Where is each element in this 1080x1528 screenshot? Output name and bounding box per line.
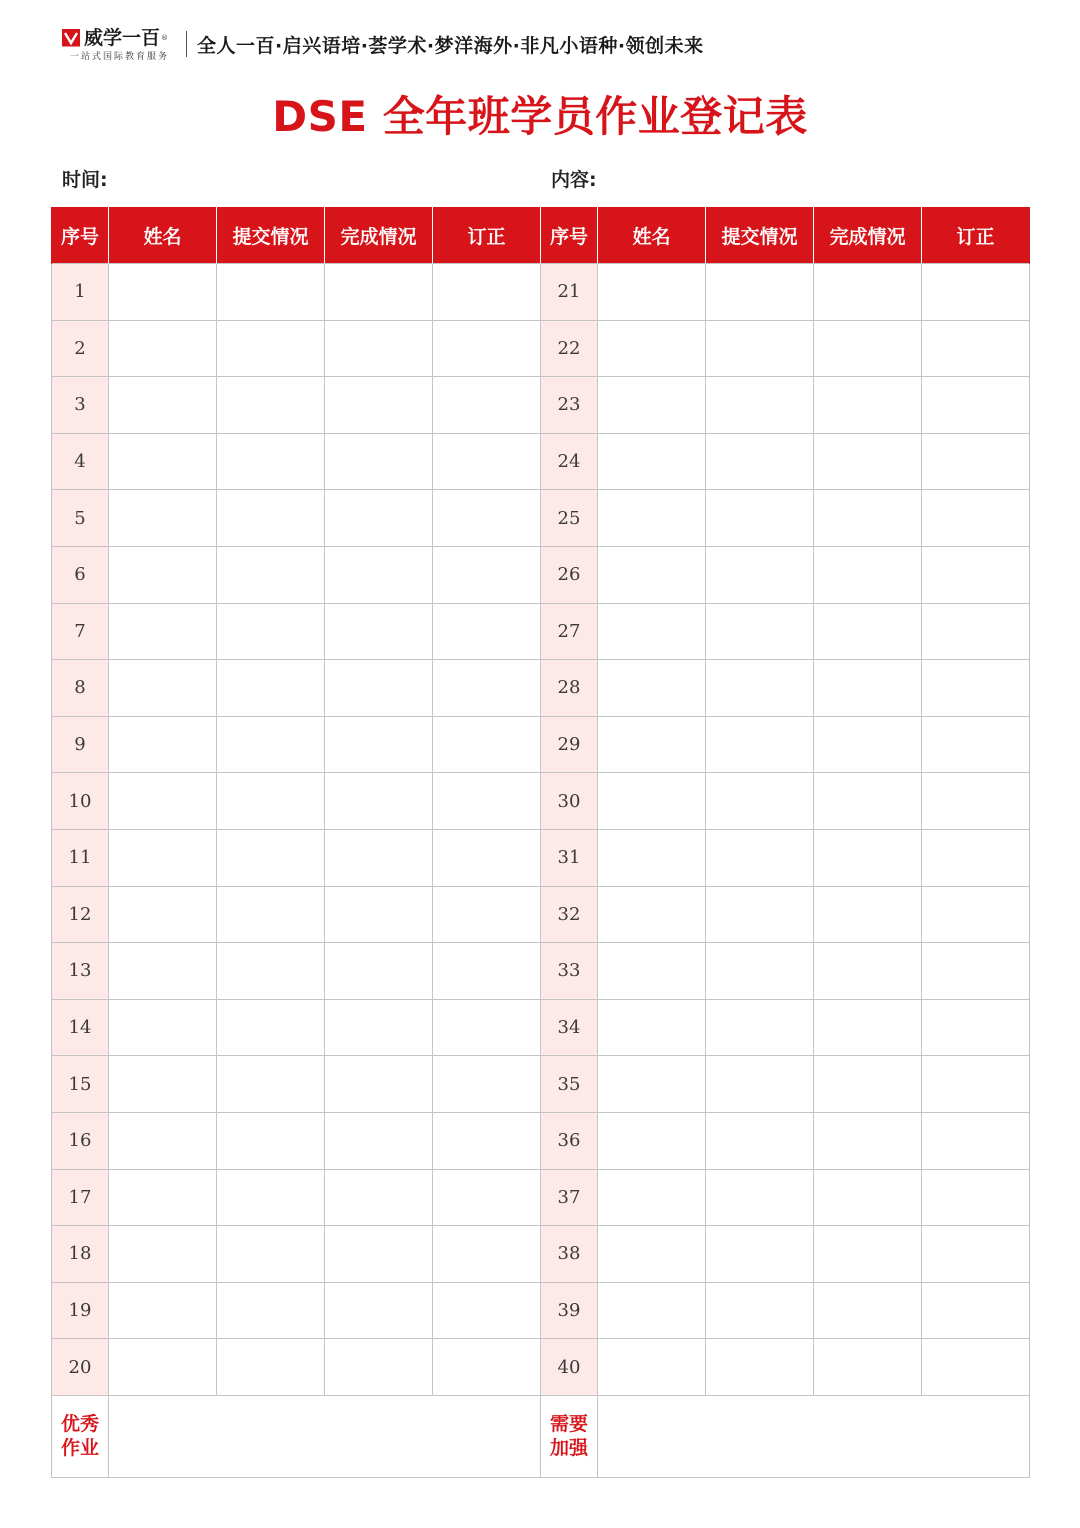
- row-number-right: 23: [541, 377, 598, 434]
- row-number-left: 11: [52, 829, 109, 886]
- submission-cell-right[interactable]: [706, 1339, 814, 1396]
- row-number-left: 17: [52, 1169, 109, 1226]
- correction-cell-left[interactable]: [433, 603, 541, 660]
- submission-cell-left[interactable]: [217, 1112, 325, 1169]
- name-cell-left[interactable]: [109, 264, 217, 321]
- submission-cell-left[interactable]: [217, 660, 325, 717]
- submission-cell-left[interactable]: [217, 377, 325, 434]
- row-number-left: 20: [52, 1339, 109, 1396]
- completion-cell-right[interactable]: [814, 603, 922, 660]
- row-number-right: 37: [541, 1169, 598, 1226]
- completion-cell-right[interactable]: [814, 490, 922, 547]
- excellent-homework-label: [52, 1395, 109, 1477]
- submission-cell-left[interactable]: [217, 716, 325, 773]
- time-label: 时间:: [62, 169, 108, 191]
- row-number-left: 14: [52, 999, 109, 1056]
- correction-cell-right[interactable]: [922, 546, 1030, 603]
- row-number-right: 26: [541, 546, 598, 603]
- completion-cell-left[interactable]: [325, 1056, 433, 1113]
- submission-cell-left[interactable]: [217, 829, 325, 886]
- correction-cell-left[interactable]: [433, 886, 541, 943]
- table-row: [52, 1226, 1030, 1283]
- submission-cell-right[interactable]: [706, 264, 814, 321]
- correction-cell-left[interactable]: [433, 943, 541, 1000]
- correction-cell-left[interactable]: [433, 433, 541, 490]
- name-cell-right[interactable]: [598, 829, 706, 886]
- table-row: [52, 773, 1030, 830]
- completion-cell-right[interactable]: [814, 264, 922, 321]
- row-number-left: 10: [52, 773, 109, 830]
- header-submission-left: 提交情况: [217, 207, 325, 264]
- name-cell-left[interactable]: [109, 943, 217, 1000]
- page-header: [62, 22, 704, 66]
- name-cell-left[interactable]: [109, 490, 217, 547]
- completion-cell-right[interactable]: [814, 886, 922, 943]
- submission-cell-right[interactable]: [706, 1282, 814, 1339]
- submission-cell-right[interactable]: [706, 546, 814, 603]
- correction-cell-left[interactable]: [433, 1226, 541, 1283]
- completion-cell-left[interactable]: [325, 660, 433, 717]
- table-row: [52, 433, 1030, 490]
- correction-cell-right[interactable]: [922, 1169, 1030, 1226]
- row-number-right: 33: [541, 943, 598, 1000]
- correction-cell-right[interactable]: [922, 1226, 1030, 1283]
- completion-cell-right[interactable]: [814, 546, 922, 603]
- row-number-right: 34: [541, 999, 598, 1056]
- header-index-left: 序号: [52, 207, 109, 264]
- name-cell-left[interactable]: [109, 999, 217, 1056]
- table-row: [52, 546, 1030, 603]
- name-cell-right[interactable]: [598, 1169, 706, 1226]
- completion-cell-left[interactable]: [325, 829, 433, 886]
- table-row: [52, 829, 1030, 886]
- completion-cell-left[interactable]: [325, 999, 433, 1056]
- completion-cell-right[interactable]: [814, 1282, 922, 1339]
- submission-cell-left[interactable]: [217, 490, 325, 547]
- submission-cell-right[interactable]: [706, 433, 814, 490]
- name-cell-left[interactable]: [109, 660, 217, 717]
- completion-cell-left[interactable]: [325, 377, 433, 434]
- name-cell-right[interactable]: [598, 490, 706, 547]
- row-number-right: 40: [541, 1339, 598, 1396]
- table-row: [52, 490, 1030, 547]
- needs-improvement-label-line: 加强: [549, 1437, 588, 1460]
- row-number-left: 16: [52, 1112, 109, 1169]
- submission-cell-right[interactable]: [706, 1112, 814, 1169]
- table-row: [52, 320, 1030, 377]
- name-cell-right[interactable]: [598, 1282, 706, 1339]
- row-number-right: 31: [541, 829, 598, 886]
- correction-cell-right[interactable]: [922, 1339, 1030, 1396]
- correction-cell-left[interactable]: [433, 264, 541, 321]
- row-number-left: 6: [52, 546, 109, 603]
- completion-cell-left[interactable]: [325, 1282, 433, 1339]
- name-cell-left[interactable]: [109, 546, 217, 603]
- brand-mark-icon: [62, 29, 80, 47]
- submission-cell-left[interactable]: [217, 1056, 325, 1113]
- row-number-right: 39: [541, 1282, 598, 1339]
- table-row: [52, 716, 1030, 773]
- completion-cell-left[interactable]: [325, 886, 433, 943]
- correction-cell-right[interactable]: [922, 716, 1030, 773]
- row-number-left: 9: [52, 716, 109, 773]
- table-row: [52, 1282, 1030, 1339]
- excellent-homework-label-line: 作业: [60, 1437, 99, 1460]
- submission-cell-left[interactable]: [217, 603, 325, 660]
- correction-cell-left[interactable]: [433, 773, 541, 830]
- name-cell-left[interactable]: [109, 1339, 217, 1396]
- name-cell-left[interactable]: [109, 716, 217, 773]
- submission-cell-left[interactable]: [217, 886, 325, 943]
- correction-cell-right[interactable]: [922, 433, 1030, 490]
- completion-cell-left[interactable]: [325, 433, 433, 490]
- completion-cell-left[interactable]: [325, 773, 433, 830]
- row-number-right: 21: [541, 264, 598, 321]
- submission-cell-right[interactable]: [706, 999, 814, 1056]
- name-cell-right[interactable]: [598, 1056, 706, 1113]
- submission-cell-left[interactable]: [217, 264, 325, 321]
- completion-cell-left[interactable]: [325, 1169, 433, 1226]
- completion-cell-right[interactable]: [814, 943, 922, 1000]
- correction-cell-left[interactable]: [433, 1056, 541, 1113]
- completion-cell-right[interactable]: [814, 773, 922, 830]
- completion-cell-right[interactable]: [814, 716, 922, 773]
- completion-cell-left[interactable]: [325, 1112, 433, 1169]
- correction-cell-right[interactable]: [922, 886, 1030, 943]
- row-number-left: 7: [52, 603, 109, 660]
- excellent-homework-entry-area[interactable]: [109, 1395, 541, 1477]
- registered-mark: ®: [161, 33, 169, 42]
- header-completion-right: 完成情况: [814, 207, 922, 264]
- correction-cell-right[interactable]: [922, 829, 1030, 886]
- submission-cell-right[interactable]: [706, 1169, 814, 1226]
- name-cell-right[interactable]: [598, 773, 706, 830]
- name-cell-left[interactable]: [109, 1169, 217, 1226]
- row-number-right: 22: [541, 320, 598, 377]
- name-cell-right[interactable]: [598, 264, 706, 321]
- page-title: DSE 全年班学员作业登记表: [272, 92, 808, 141]
- completion-cell-right[interactable]: [814, 1056, 922, 1113]
- correction-cell-right[interactable]: [922, 1112, 1030, 1169]
- needs-improvement-entry-area[interactable]: [598, 1395, 1030, 1477]
- submission-cell-right[interactable]: [706, 490, 814, 547]
- header-completion-left: 完成情况: [325, 207, 433, 264]
- header-submission-right: 提交情况: [706, 207, 814, 264]
- brand-name: 威学一百: [84, 26, 161, 49]
- row-number-right: 24: [541, 433, 598, 490]
- completion-cell-left[interactable]: [325, 943, 433, 1000]
- header-divider: [186, 31, 187, 57]
- row-number-right: 28: [541, 660, 598, 717]
- name-cell-left[interactable]: [109, 603, 217, 660]
- name-cell-right[interactable]: [598, 546, 706, 603]
- submission-cell-left[interactable]: [217, 1226, 325, 1283]
- completion-cell-left[interactable]: [325, 716, 433, 773]
- completion-cell-right[interactable]: [814, 660, 922, 717]
- completion-cell-left[interactable]: [325, 490, 433, 547]
- name-cell-right[interactable]: [598, 603, 706, 660]
- table-footer-row: [52, 1395, 1030, 1477]
- correction-cell-right[interactable]: [922, 999, 1030, 1056]
- correction-cell-right[interactable]: [922, 660, 1030, 717]
- table-header-row: [52, 207, 1030, 264]
- header-index-right: 序号: [541, 207, 598, 264]
- header-slogan: 全人一百·启兴语培·荟学术·梦洋海外·非凡小语种·领创未来: [197, 34, 704, 57]
- row-number-left: 15: [52, 1056, 109, 1113]
- correction-cell-left[interactable]: [433, 660, 541, 717]
- table-row: [52, 1169, 1030, 1226]
- completion-cell-left[interactable]: [325, 1339, 433, 1396]
- name-cell-left[interactable]: [109, 1282, 217, 1339]
- row-number-right: 27: [541, 603, 598, 660]
- correction-cell-right[interactable]: [922, 603, 1030, 660]
- correction-cell-right[interactable]: [922, 264, 1030, 321]
- correction-cell-right[interactable]: [922, 1282, 1030, 1339]
- name-cell-left[interactable]: [109, 773, 217, 830]
- row-number-left: 5: [52, 490, 109, 547]
- correction-cell-left[interactable]: [433, 1169, 541, 1226]
- name-cell-right[interactable]: [598, 660, 706, 717]
- submission-cell-right[interactable]: [706, 716, 814, 773]
- row-number-left: 4: [52, 433, 109, 490]
- needs-improvement-label: [541, 1395, 598, 1477]
- table-row: [52, 999, 1030, 1056]
- submission-cell-right[interactable]: [706, 1056, 814, 1113]
- correction-cell-left[interactable]: [433, 490, 541, 547]
- name-cell-right[interactable]: [598, 377, 706, 434]
- table-row: [52, 1339, 1030, 1396]
- correction-cell-right[interactable]: [922, 377, 1030, 434]
- completion-cell-left[interactable]: [325, 603, 433, 660]
- table-row: [52, 1112, 1030, 1169]
- submission-cell-right[interactable]: [706, 1226, 814, 1283]
- completion-cell-left[interactable]: [325, 546, 433, 603]
- needs-improvement-label-line: 需要: [549, 1413, 588, 1436]
- name-cell-left[interactable]: [109, 829, 217, 886]
- name-cell-right[interactable]: [598, 886, 706, 943]
- content-label: 内容:: [551, 169, 597, 191]
- row-number-right: 29: [541, 716, 598, 773]
- homework-register-table: [51, 207, 1030, 1478]
- name-cell-right[interactable]: [598, 943, 706, 1000]
- correction-cell-left[interactable]: [433, 1112, 541, 1169]
- correction-cell-left[interactable]: [433, 1339, 541, 1396]
- name-cell-right[interactable]: [598, 999, 706, 1056]
- name-cell-right[interactable]: [598, 1339, 706, 1396]
- submission-cell-left[interactable]: [217, 1282, 325, 1339]
- completion-cell-right[interactable]: [814, 1339, 922, 1396]
- completion-cell-right[interactable]: [814, 1226, 922, 1283]
- brand-logo: [62, 26, 178, 63]
- brand-tagline: 一站式国际教育服务: [70, 51, 170, 62]
- submission-cell-right[interactable]: [706, 603, 814, 660]
- completion-cell-right[interactable]: [814, 829, 922, 886]
- table-row: [52, 377, 1030, 434]
- correction-cell-left[interactable]: [433, 716, 541, 773]
- submission-cell-left[interactable]: [217, 546, 325, 603]
- correction-cell-right[interactable]: [922, 490, 1030, 547]
- name-cell-right[interactable]: [598, 1112, 706, 1169]
- submission-cell-right[interactable]: [706, 886, 814, 943]
- name-cell-left[interactable]: [109, 1056, 217, 1113]
- header-name-left: 姓名: [109, 207, 217, 264]
- table-row: [52, 886, 1030, 943]
- submission-cell-right[interactable]: [706, 320, 814, 377]
- row-number-right: 38: [541, 1226, 598, 1283]
- submission-cell-left[interactable]: [217, 1169, 325, 1226]
- table-row: [52, 264, 1030, 321]
- correction-cell-left[interactable]: [433, 829, 541, 886]
- table-body: [52, 264, 1030, 1478]
- completion-cell-right[interactable]: [814, 433, 922, 490]
- correction-cell-right[interactable]: [922, 320, 1030, 377]
- name-cell-left[interactable]: [109, 377, 217, 434]
- name-cell-left[interactable]: [109, 433, 217, 490]
- row-number-right: 36: [541, 1112, 598, 1169]
- submission-cell-left[interactable]: [217, 943, 325, 1000]
- name-cell-left[interactable]: [109, 1226, 217, 1283]
- row-number-left: 8: [52, 660, 109, 717]
- completion-cell-right[interactable]: [814, 1112, 922, 1169]
- submission-cell-right[interactable]: [706, 377, 814, 434]
- table-row: [52, 943, 1030, 1000]
- submission-cell-left[interactable]: [217, 433, 325, 490]
- correction-cell-left[interactable]: [433, 999, 541, 1056]
- name-cell-right[interactable]: [598, 1226, 706, 1283]
- correction-cell-left[interactable]: [433, 546, 541, 603]
- name-cell-left[interactable]: [109, 1112, 217, 1169]
- row-number-left: 12: [52, 886, 109, 943]
- header-correction-left: 订正: [433, 207, 541, 264]
- header-correction-right: 订正: [922, 207, 1030, 264]
- completion-cell-right[interactable]: [814, 320, 922, 377]
- correction-cell-left[interactable]: [433, 1282, 541, 1339]
- correction-cell-right[interactable]: [922, 943, 1030, 1000]
- row-number-left: 2: [52, 320, 109, 377]
- table-row: [52, 603, 1030, 660]
- completion-cell-left[interactable]: [325, 320, 433, 377]
- row-number-left: 3: [52, 377, 109, 434]
- row-number-left: 1: [52, 264, 109, 321]
- name-cell-left[interactable]: [109, 320, 217, 377]
- submission-cell-left[interactable]: [217, 999, 325, 1056]
- correction-cell-right[interactable]: [922, 773, 1030, 830]
- submission-cell-left[interactable]: [217, 1339, 325, 1396]
- row-number-left: 19: [52, 1282, 109, 1339]
- correction-cell-right[interactable]: [922, 1056, 1030, 1113]
- row-number-left: 18: [52, 1226, 109, 1283]
- submission-cell-right[interactable]: [706, 660, 814, 717]
- table-row: [52, 660, 1030, 717]
- row-number-right: 35: [541, 1056, 598, 1113]
- row-number-left: 13: [52, 943, 109, 1000]
- excellent-homework-label-line: 优秀: [60, 1413, 99, 1436]
- name-cell-right[interactable]: [598, 716, 706, 773]
- row-number-right: 30: [541, 773, 598, 830]
- row-number-right: 25: [541, 490, 598, 547]
- correction-cell-left[interactable]: [433, 320, 541, 377]
- name-cell-right[interactable]: [598, 320, 706, 377]
- name-cell-left[interactable]: [109, 886, 217, 943]
- name-cell-right[interactable]: [598, 433, 706, 490]
- completion-cell-left[interactable]: [325, 264, 433, 321]
- table-row: [52, 1056, 1030, 1113]
- row-number-right: 32: [541, 886, 598, 943]
- correction-cell-left[interactable]: [433, 377, 541, 434]
- completion-cell-right[interactable]: [814, 1169, 922, 1226]
- header-name-right: 姓名: [598, 207, 706, 264]
- completion-cell-right[interactable]: [814, 377, 922, 434]
- submission-cell-left[interactable]: [217, 320, 325, 377]
- submission-cell-left[interactable]: [217, 773, 325, 830]
- submission-cell-right[interactable]: [706, 773, 814, 830]
- submission-cell-right[interactable]: [706, 829, 814, 886]
- submission-cell-right[interactable]: [706, 943, 814, 1000]
- completion-cell-right[interactable]: [814, 999, 922, 1056]
- completion-cell-left[interactable]: [325, 1226, 433, 1283]
